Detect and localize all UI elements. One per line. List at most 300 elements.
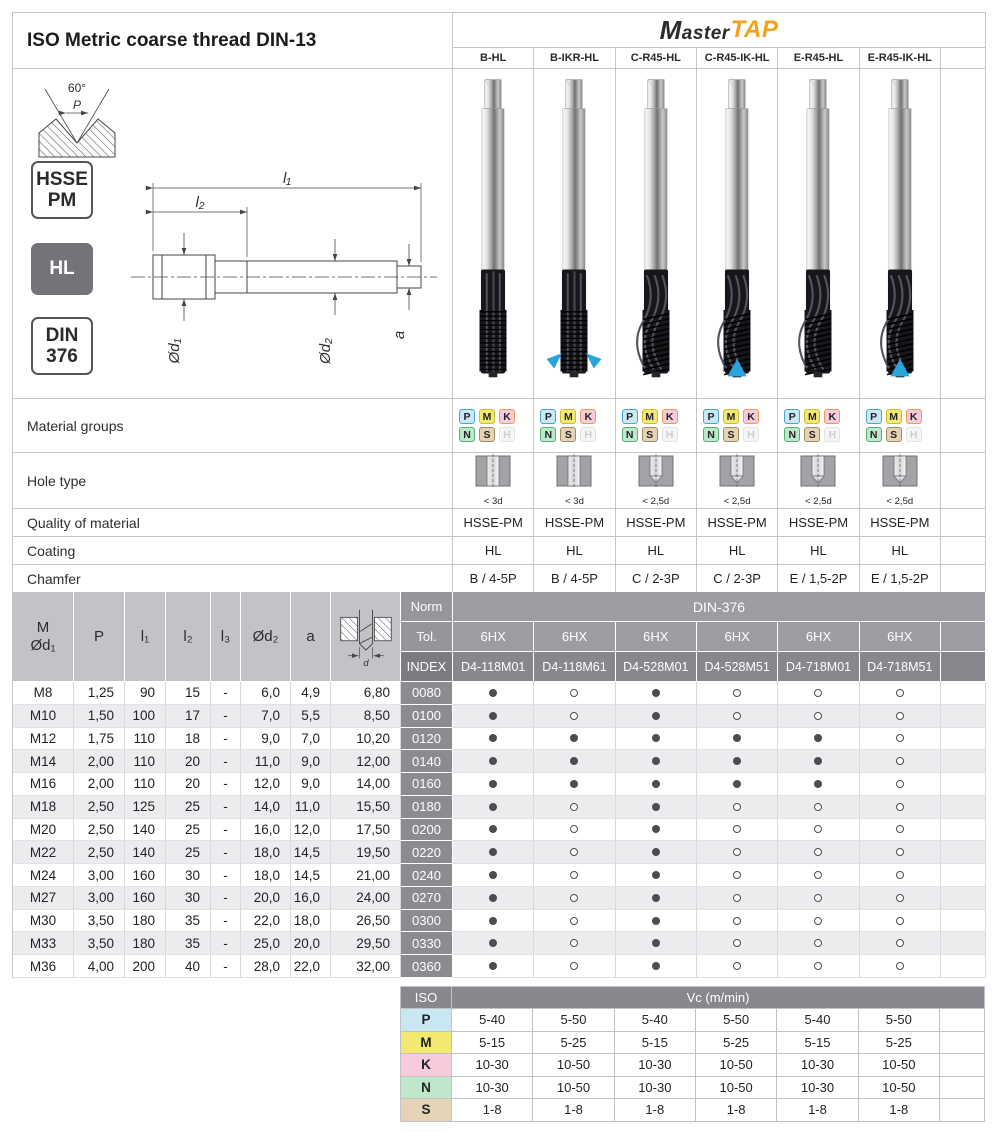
availability-dot-filled [489,757,497,765]
empty-cell [941,399,986,453]
index-code-row [453,652,986,682]
material-badge-m: M [886,409,902,424]
coating-label: Coating [13,537,453,565]
spec-cell-p: 4,00 [74,955,125,978]
material-groups-label: Material groups [13,399,453,453]
availability-cell [697,750,778,773]
material-badge-k: K [499,409,515,424]
vc-value: 5-25 [533,1032,614,1055]
vc-value: 10-30 [452,1077,533,1100]
index-code: D4-118M01 [453,652,534,682]
spec-cell-l2: 35 [166,932,211,955]
brand-logo [453,13,986,48]
availability-cell [453,773,534,796]
vc-value: 1-8 [696,1099,777,1122]
vc-value: 5-15 [452,1032,533,1055]
column-header-l3 [211,592,241,682]
spec-cell-a: 16,0 [291,887,331,910]
spec-table-header [13,592,986,682]
product-column-header: C-R45-HL [616,48,697,69]
availability-dot-filled [489,871,497,879]
availability-cell [860,750,941,773]
material-badge-n: N [784,427,800,442]
availability-dot-filled [652,780,660,788]
availability-cell [453,705,534,728]
availability-cell [616,910,697,933]
spec-cell-d: 32,00 [331,955,401,978]
hole-type-cell [778,453,859,509]
spec-cell-p: 1,75 [74,728,125,751]
material-badge-h: H [580,427,596,442]
spec-cell-l2: 40 [166,955,211,978]
availability-cell [534,910,615,933]
vc-header-cell: Vc (m/min) [452,986,985,1009]
material-badge-n: N [866,427,882,442]
availability-dot-open [896,894,904,902]
material-badge-h: H [906,427,922,442]
cutting-speed-table [400,986,985,1122]
spec-cell-d: 26,50 [331,910,401,933]
material-badge-n: N [540,427,556,442]
tolerance-value: 6HX [778,622,859,652]
header-line: Ød₂ [252,627,279,645]
availability-dot-open [896,917,904,925]
tap-photo [697,69,778,399]
spec-cell-l1: 140 [125,841,166,864]
spec-cell-l3: - [211,932,241,955]
spec-cell-a: 4,9 [291,682,331,705]
material-badge-m: M [642,409,658,424]
spec-cell-d: 29,50 [331,932,401,955]
vc-value: 10-50 [533,1077,614,1100]
header-line: P [93,627,104,645]
availability-cell [778,864,859,887]
availability-dot-filled [652,757,660,765]
availability-dot-open [814,939,822,947]
tolerance-value: 6HX [697,622,778,652]
material-badge-k: K [906,409,922,424]
spec-cell-size: M16 [13,773,74,796]
availability-dot-open [896,803,904,811]
spec-cell-l1: 110 [125,728,166,751]
hole-type-label: Hole type [13,453,453,509]
availability-cell [534,682,615,705]
availability-cell [778,932,859,955]
availability-cell [860,887,941,910]
empty-cell [941,69,986,399]
availability-cell [778,682,859,705]
spec-cell-d2: 28,0 [241,955,291,978]
availability-dot-open [733,917,741,925]
material-badge-h: H [824,427,840,442]
badge-line: DIN [45,324,79,346]
vc-value: 10-50 [696,1054,777,1077]
availability-cell [860,841,941,864]
hole-type-icon [554,454,594,495]
badge-line: HL [49,258,75,280]
material-badge-s: S [886,427,902,442]
material-badge-k: K [743,409,759,424]
availability-cell [697,796,778,819]
spec-cell-p: 2,00 [74,773,125,796]
index-number: 0140 [401,750,453,773]
spec-cell-l3: - [211,728,241,751]
availability-dot-open [570,848,578,856]
availability-dot-open [570,803,578,811]
availability-dot-open [733,962,741,970]
vc-value: 1-8 [777,1099,858,1122]
material-badge-s: S [723,427,739,442]
material-badge-k: K [662,409,678,424]
spec-cell-d2: 9,0 [241,728,291,751]
availability-dot-open [814,962,822,970]
spec-cell-l2: 20 [166,773,211,796]
header-line: M [36,618,50,636]
vc-value: 10-30 [777,1054,858,1077]
availability-cell [616,932,697,955]
spec-row [13,682,986,705]
spec-cell-d2: 25,0 [241,932,291,955]
chamfer-value: E / 1,5-2P [860,565,941,593]
material-badge-row [459,409,515,424]
availability-dot-filled [489,917,497,925]
index-label: INDEX [401,652,453,682]
material-badge-row [703,427,759,442]
availability-cell [778,910,859,933]
availability-dot-filled [652,939,660,947]
spec-cell-a: 18,0 [291,910,331,933]
material-badge-row [540,409,596,424]
empty-cell [941,565,986,593]
index-code: D4-118M61 [534,652,615,682]
availability-cell [697,910,778,933]
norm-label: Norm [401,592,453,622]
tap-photo [778,69,859,399]
hole-type-value: < 2,5d [805,496,832,507]
availability-cell [778,728,859,751]
spec-cell-d: 15,50 [331,796,401,819]
availability-dot-filled [489,780,497,788]
spec-cell-d2: 22,0 [241,910,291,933]
spec-cell-l1: 90 [125,682,166,705]
quality-value: HSSE-PM [860,509,941,537]
hole-type-cell [534,453,615,509]
availability-dot-filled [489,939,497,947]
spec-cell-d: 10,20 [331,728,401,751]
spec-cell-p: 3,50 [74,932,125,955]
availability-cell [534,728,615,751]
column-header-d2 [241,592,291,682]
availability-cell [453,841,534,864]
availability-dot-open [814,803,822,811]
coating-value: HL [697,537,778,565]
availability-cell [697,932,778,955]
hole-type-value: < 2,5d [642,496,670,507]
spec-cell-l2: 30 [166,887,211,910]
material-badge-s: S [642,427,658,442]
availability-cell [860,796,941,819]
availability-dot-filled [652,712,660,720]
material-badge-row [784,427,840,442]
hole-type-value: < 2,5d [886,496,914,507]
empty-cell [941,932,986,955]
vc-value: 5-15 [615,1032,696,1055]
availability-cell [860,705,941,728]
vc-row [400,1032,985,1055]
availability-cell [697,887,778,910]
empty-cell [941,841,986,864]
availability-cell [697,773,778,796]
spec-cell-l2: 25 [166,841,211,864]
material-groups-cell [616,399,697,453]
availability-dot-open [733,894,741,902]
spec-cell-l1: 100 [125,705,166,728]
spec-cell-d2: 18,0 [241,841,291,864]
material-groups-cell [534,399,615,453]
spec-cell-p: 2,50 [74,819,125,842]
spec-row [13,932,986,955]
availability-cell [534,955,615,978]
badge-line: PM [47,190,77,211]
column-header-pitch [74,592,125,682]
availability-cell [534,773,615,796]
material-badge-p: P [622,409,638,424]
vc-value: 10-50 [859,1077,940,1100]
spec-cell-size: M24 [13,864,74,887]
availability-dot-open [570,712,578,720]
availability-cell [697,728,778,751]
tap-photo [860,69,941,399]
svg-text:l₁: l₁ [282,170,292,187]
availability-cell [453,932,534,955]
vc-group-label-n: N [400,1077,452,1100]
availability-cell [616,841,697,864]
availability-dot-open [814,894,822,902]
chamfer-value: B / 4-5P [534,565,615,593]
chamfer-value: E / 1,5-2P [778,565,859,593]
availability-cell [453,955,534,978]
empty-cell [940,1009,985,1032]
availability-dot-open [814,871,822,879]
spec-cell-l2: 25 [166,819,211,842]
availability-cell [616,750,697,773]
spec-cell-size: M18 [13,796,74,819]
availability-dot-filled [814,734,822,742]
availability-dot-filled [652,917,660,925]
material-badge-m: M [804,409,820,424]
availability-dot-open [733,803,741,811]
material-badge-h: H [662,427,678,442]
spec-cell-l2: 17 [166,705,211,728]
tolerance-value: 6HX [616,622,697,652]
chamfer-value: C / 2-3P [616,565,697,593]
material-badge-s: S [479,427,495,442]
index-number: 0330 [401,932,453,955]
empty-cell [941,537,986,565]
vc-value: 10-50 [533,1054,614,1077]
column-header-size [13,592,74,682]
spec-cell-a: 5,5 [291,705,331,728]
chamfer-label: Chamfer [13,565,453,593]
availability-dot-open [814,917,822,925]
spec-cell-d: 6,80 [331,682,401,705]
hole-type-value: < 2,5d [723,496,751,507]
vc-value: 10-30 [615,1077,696,1100]
coating-value: HL [616,537,697,565]
spec-cell-size: M20 [13,819,74,842]
empty-cell [941,728,986,751]
material-badge-n: N [703,427,719,442]
availability-cell [860,955,941,978]
tap-photo [453,69,534,399]
cutting-speed-body [400,1009,985,1122]
svg-text:Ød₂: Ød₂ [317,338,334,364]
vc-row [400,1009,985,1032]
availability-dot-filled [570,757,578,765]
quality-value: HSSE-PM [616,509,697,537]
material-groups-cell [778,399,859,453]
material-groups-cell [860,399,941,453]
spec-cell-l1: 160 [125,864,166,887]
availability-dot-open [570,894,578,902]
tolerance-row [453,622,986,652]
spec-cell-d2: 14,0 [241,796,291,819]
availability-dot-open [896,848,904,856]
spec-cell-size: M30 [13,910,74,933]
index-number: 0270 [401,887,453,910]
hole-type-cell [453,453,534,509]
column-header-l2 [166,592,211,682]
header-line: l₁ [140,627,150,645]
availability-dot-filled [489,962,497,970]
index-number: 0160 [401,773,453,796]
spec-cell-a: 22,0 [291,955,331,978]
spec-row [13,796,986,819]
availability-dot-filled [489,803,497,811]
availability-cell [778,750,859,773]
material-badge-m: M [479,409,495,424]
availability-cell [778,773,859,796]
empty-cell [941,705,986,728]
spec-cell-l3: - [211,841,241,864]
material-badge-p: P [540,409,556,424]
product-column-header: B-IKR-HL [534,48,615,69]
spec-cell-l1: 110 [125,773,166,796]
empty-cell [941,622,986,652]
page-title: ISO Metric coarse thread DIN-13 [27,29,317,51]
svg-text:60°: 60° [67,81,87,95]
chamfer-value: C / 2-3P [697,565,778,593]
spec-cell-d2: 16,0 [241,819,291,842]
availability-cell [697,819,778,842]
material-badge-p: P [866,409,882,424]
availability-cell [697,864,778,887]
svg-text:l₂: l₂ [195,194,205,211]
index-code: D4-718M01 [778,652,859,682]
coating-value: HL [453,537,534,565]
spec-row [13,910,986,933]
availability-dot-filled [652,803,660,811]
material-badge-h: H [743,427,759,442]
spec-row [13,955,986,978]
empty-cell [941,864,986,887]
badge-hl [31,243,93,295]
availability-dot-filled [489,825,497,833]
tap-photo [616,69,697,399]
svg-text:Ød₁: Ød₁ [166,338,183,364]
spec-cell-p: 3,00 [74,887,125,910]
index-code: D4-528M01 [616,652,697,682]
vc-value: 5-50 [533,1009,614,1032]
spec-cell-d2: 11,0 [241,750,291,773]
spec-cell-d: 12,00 [331,750,401,773]
vc-group-label-s: S [400,1099,452,1122]
coating-value: HL [778,537,859,565]
availability-dot-open [570,962,578,970]
quality-label: Quality of material [13,509,453,537]
vc-group-label-m: M [400,1032,452,1055]
spec-cell-size: M36 [13,955,74,978]
spec-cell-l3: - [211,955,241,978]
badge-hsse-pm [31,161,93,219]
availability-cell [534,864,615,887]
hole-type-cell [697,453,778,509]
index-number: 0300 [401,910,453,933]
material-badge-row [703,409,759,424]
spec-cell-d: 8,50 [331,705,401,728]
svg-text:a: a [391,330,408,340]
spec-cell-d: 24,00 [331,887,401,910]
column-header-a [291,592,331,682]
vc-value: 5-15 [777,1032,858,1055]
material-groups-cell [453,399,534,453]
index-number: 0200 [401,819,453,842]
spec-row [13,819,986,842]
tap-dimension-drawing [117,155,442,395]
availability-cell [616,773,697,796]
empty-cell [940,1077,985,1100]
spec-row [13,841,986,864]
availability-cell [616,705,697,728]
spec-cell-p: 2,00 [74,750,125,773]
hole-type-icon [717,454,757,495]
spec-cell-a: 14,5 [291,864,331,887]
spec-cell-l2: 30 [166,864,211,887]
badge-line: HSSE [36,168,88,190]
availability-cell [616,682,697,705]
spec-cell-l1: 160 [125,887,166,910]
cutting-speed-header [400,986,985,1009]
product-column-header: E-R45-IK-HL [860,48,941,69]
availability-cell [697,705,778,728]
availability-dot-filled [814,780,822,788]
top-section [12,12,986,593]
availability-cell [534,932,615,955]
material-badge-n: N [622,427,638,442]
availability-cell [860,682,941,705]
spec-cell-l1: 110 [125,750,166,773]
availability-cell [534,705,615,728]
material-badge-row [622,409,678,424]
spec-cell-d: 19,50 [331,841,401,864]
spec-cell-d2: 6,0 [241,682,291,705]
availability-dot-open [733,871,741,879]
spec-cell-a: 9,0 [291,773,331,796]
spec-cell-size: M14 [13,750,74,773]
tap-photo [534,69,615,399]
spec-cell-d: 14,00 [331,773,401,796]
availability-dot-open [733,689,741,697]
